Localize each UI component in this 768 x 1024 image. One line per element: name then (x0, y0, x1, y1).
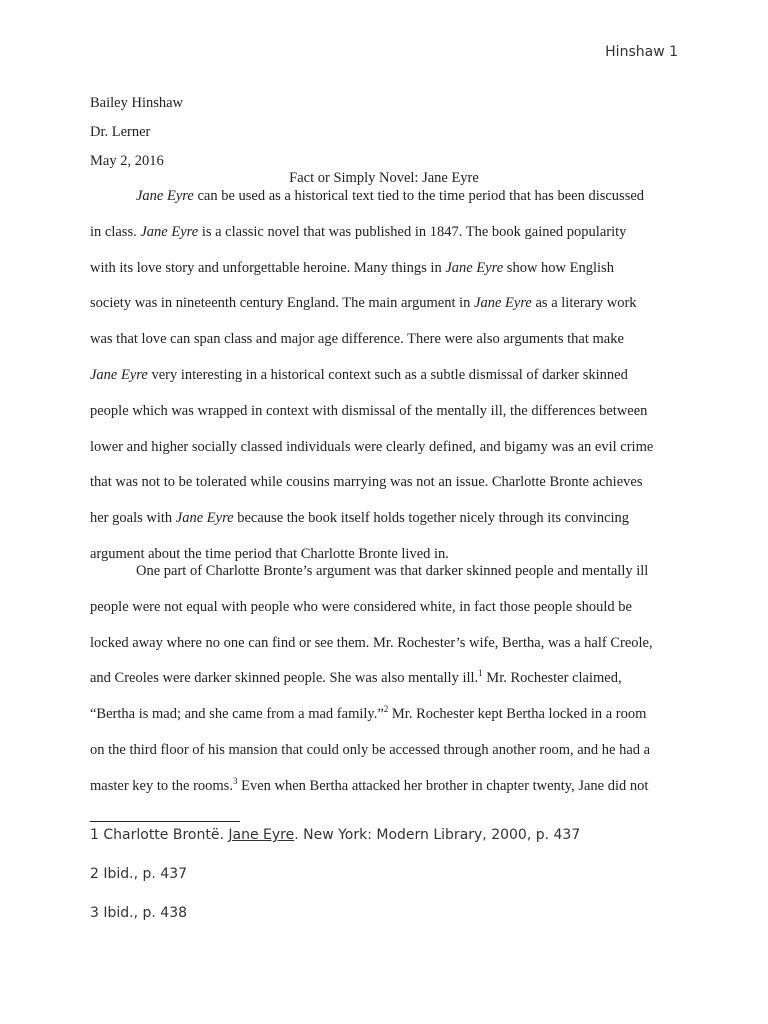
text-line (90, 706, 646, 723)
footnote-3: 3 Ibid., p. 438 (90, 905, 188, 921)
text-run: “Bertha is mad; and she came from a mad family.” (90, 706, 384, 723)
page-number-header: Hinshaw 1 (605, 44, 678, 60)
footnote-1: 1 Charlotte Brontë. Jane Eyre. New York: Modern Library, 2000, p. 437 (90, 827, 581, 843)
text-line (90, 260, 614, 277)
text-run: Mr. Rochester kept Bertha locked in a room (388, 706, 647, 723)
text-run: was that love can span class and major age difference. There were also arguments that make (90, 331, 624, 348)
footnote-ref: 1 (478, 668, 483, 679)
text-line (90, 403, 647, 420)
text-run: as a literary work (531, 295, 637, 312)
book-title: Jane Eyre (175, 510, 234, 527)
text-line (90, 224, 626, 241)
text-run: with its love story and unforgettable heroine. Many things in (90, 259, 446, 276)
text-run: show how English (503, 259, 614, 276)
text-line (90, 635, 653, 652)
text-line (90, 439, 653, 456)
book-title: Jane Eyre (445, 259, 504, 276)
footnote-separator (90, 821, 240, 822)
text-line (90, 670, 622, 687)
text-run: master key to the rooms. (90, 777, 233, 794)
text-line (90, 510, 629, 527)
footnote-ref: 3 (232, 775, 238, 786)
text-run: is a classic novel that was published in 1847. The book gained popularity (198, 223, 627, 240)
footnote-book-title: Jane Eyre (228, 827, 295, 843)
text-run: that was not to be tolerated while cousins marrying was not an issue. Charlotte Bronte achieves (90, 474, 643, 491)
text-run: her goals with (90, 510, 176, 527)
text-run: argument about the time period that Charlotte Bronte lived in. (90, 546, 449, 562)
text-run: Mr. Rochester claimed, (482, 670, 622, 687)
text-run: One part of Charlotte Bronte’s argument was that darker skinned people and mentally ill (136, 563, 649, 579)
book-title: Jane Eyre (474, 295, 532, 312)
text-line (90, 546, 449, 563)
text-line (136, 188, 644, 205)
text-run: in class. (90, 223, 141, 240)
text-run: very interesting in a historical context such as a subtle dismissal of darker skinned (147, 367, 628, 383)
text-line (90, 295, 637, 312)
date-line: May 2, 2016 (90, 153, 164, 169)
essay-title: Fact or Simply Novel: Jane Eyre (289, 170, 479, 186)
instructor-name: Dr. Lerner (90, 124, 151, 140)
author-name: Bailey Hinshaw (90, 95, 184, 111)
text-run: lower and higher socially classed individuals were clearly defined, and bigamy was an evil crime (90, 438, 654, 455)
book-title: Jane Eyre (140, 223, 199, 240)
footnote-2: 2 Ibid., p. 437 (90, 866, 188, 882)
text-run: and Creoles were darker skinned people. She was also mentally ill. (90, 670, 479, 687)
text-run: people which was wrapped in context with dismissal of the mentally ill, the differences between (90, 402, 648, 419)
book-title: Jane Eyre (90, 367, 148, 383)
text-line (90, 474, 642, 491)
text-run: because the book itself holds together nicely through its convincing (233, 510, 630, 527)
text-line (90, 599, 632, 616)
text-line (90, 775, 649, 795)
text-run: society was in nineteenth century England. The main argument in (90, 295, 475, 312)
footnote-ref: 2 (383, 704, 389, 715)
text-run: Even when Bertha attacked her brother in chapter twenty, Jane did not (237, 777, 649, 794)
book-title: Jane Eyre (136, 188, 194, 204)
text-run: can be used as a historical text tied to the time period that has been discussed (193, 188, 645, 204)
text-run: people were not equal with people who were considered white, in fact those people should be (90, 598, 632, 615)
text-line (90, 742, 650, 759)
text-line (136, 563, 648, 580)
text-line (90, 367, 628, 384)
text-line (90, 331, 624, 348)
text-run: locked away where no one can find or see them. Mr. Rochester’s wife, Bertha, was a half Creole, (90, 634, 653, 651)
text-run: on the third floor of his mansion that could only be accessed through another room, and he had a (90, 742, 651, 758)
